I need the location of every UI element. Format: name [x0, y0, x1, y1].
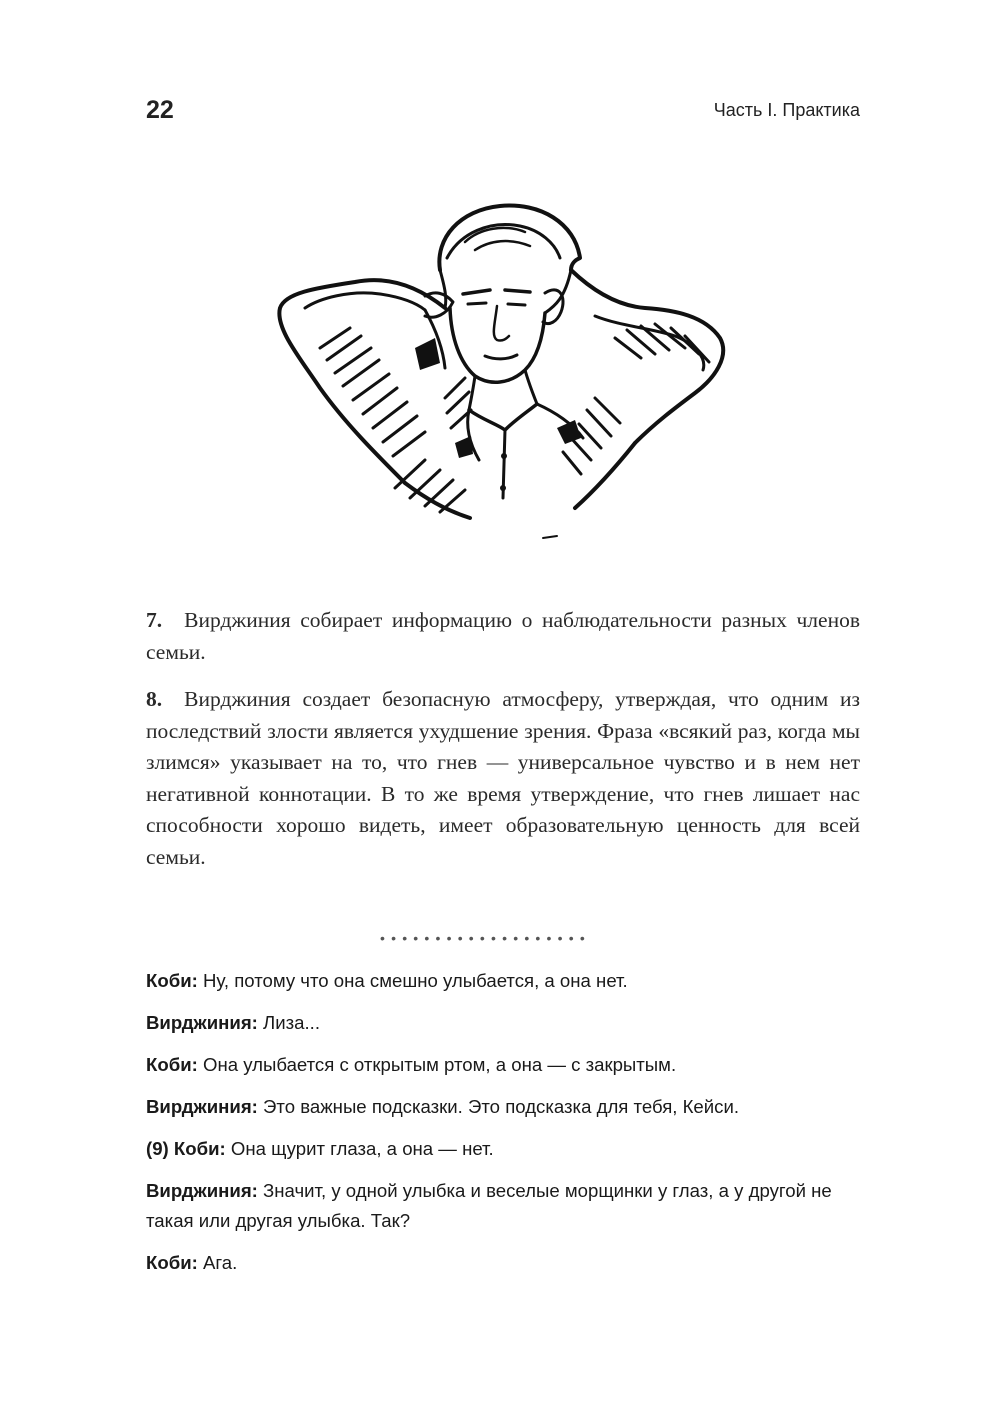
line-text: Это важные подсказки. Это подсказка для тебя, Кейси. [263, 1096, 740, 1117]
dialogue [146, 966, 860, 1290]
comment-8 [146, 684, 860, 873]
dialogue-line [146, 1134, 860, 1164]
speaker: Вирджиния: [146, 1180, 258, 1201]
line-text: Значит, у одной улыбка и веселые морщинки у глаз, а у другой не такая или другая улыбка. Так? [146, 1180, 832, 1231]
page-number: 22 [146, 96, 174, 124]
comment-text: Вирджиния собирает информацию о наблюдательности разных членов семьи. [146, 608, 860, 664]
dialogue-line [146, 1176, 860, 1236]
speaker: Коби: [146, 1252, 198, 1273]
dialogue-line [146, 966, 860, 996]
section-separator: ••••••••••••••••••• [380, 930, 591, 946]
comment-7 [146, 605, 860, 668]
page-header [146, 96, 860, 128]
illustration-man-hands-behind-head [275, 198, 730, 546]
commentary [146, 605, 860, 889]
dialogue-line [146, 1092, 860, 1122]
line-text: Лиза... [263, 1012, 320, 1033]
comment-number: 7. [146, 608, 163, 632]
speaker: Вирджиния: [146, 1096, 258, 1117]
comment-number: 8. [146, 687, 163, 711]
dialogue-line [146, 1248, 860, 1278]
speaker: Коби: [146, 1054, 198, 1075]
comment-text: Вирджиния создает безопасную атмосферу, утверждая, что одним из последствий злости является ухудшение зрения. Фраза «всякий раз, когда мы злимся» указывает на то, что гнев — универсальное чувство и в нем нет негативной коннотации. В то же время утверждение, что гнев лишает нас способности хорошо видеть, имеет образовательную ценность для всей семьи. [146, 687, 860, 869]
line-text: Ага. [203, 1252, 238, 1273]
line-text: Ну, потому что она смешно улыбается, а она нет. [203, 970, 628, 991]
speaker: Коби: [146, 970, 198, 991]
running-head: Часть I. Практика [713, 100, 860, 120]
line-text: Она щурит глаза, а она — нет. [230, 1138, 494, 1159]
line-text: Она улыбается с открытым ртом, а она — с закрытым. [203, 1054, 677, 1075]
dialogue-line [146, 1050, 860, 1080]
speaker: (9) Коби: [146, 1138, 226, 1159]
dialogue-line [146, 1008, 860, 1038]
speaker: Вирджиния: [146, 1012, 258, 1033]
